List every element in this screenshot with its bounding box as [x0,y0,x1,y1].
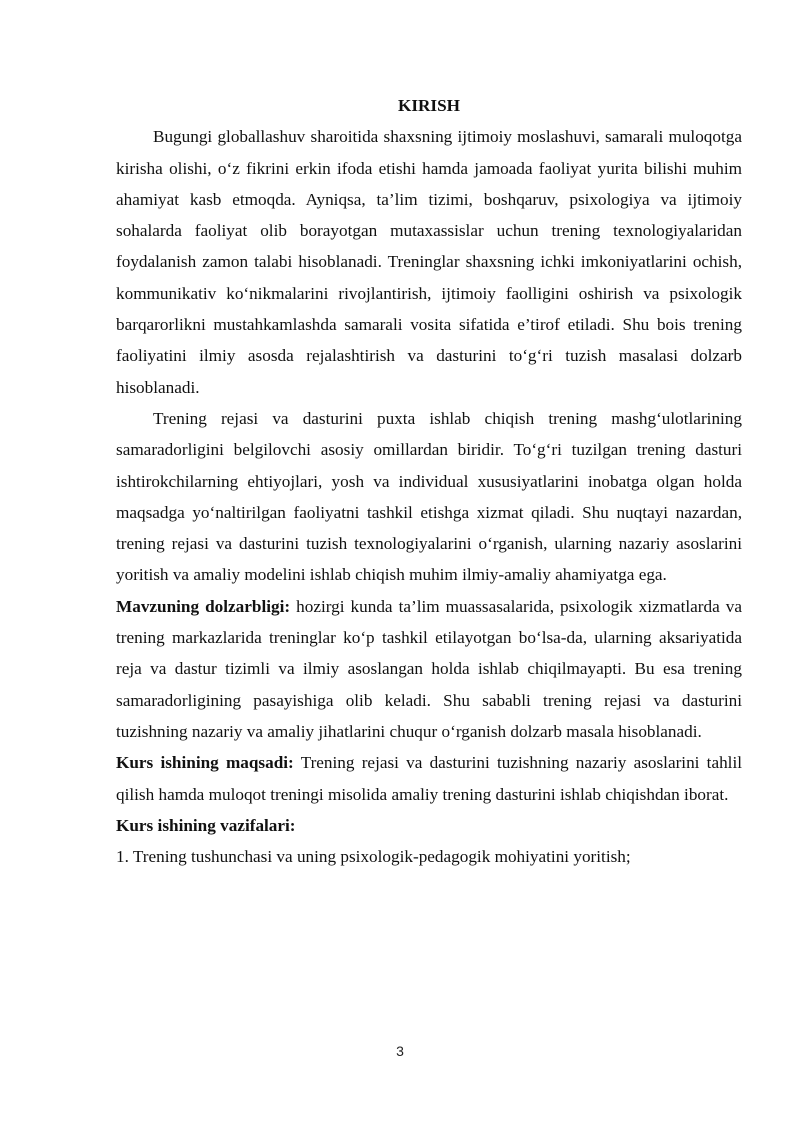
page-content [116,90,742,872]
paragraph-intro: Bugungi globallashuv sharoitida shaxsning ijtimoiy moslashuvi, samarali muloqotga kirisha olishi, o‘z fikrini erkin ifoda etishi hamda jamoada faoliyat yurita bilishi muhim ahamiyat kasb etmoqda. Ayniqsa, ta’lim tizimi, boshqaruv, psixologiya va ijtimoiy sohalarda faoliyat olib borayotgan mutaxassislar uchun trening texnologiyalaridan foydalanish zamon talabi hisoblanadi. Treninglar shaxsning ichki imkoniyatlarini ochish, kommunikativ ko‘nikmalarini rivojlantirish, ijtimoiy faolligini oshirish va psixologik barqarorlikni mustahkamlashda samarali vosita sifatida e’tirof etiladi. Shu bois trening faoliyatini ilmiy asosda rejalashtirish va dasturini to‘g‘ri tuzish masalasi dolzarb hisoblanadi. [116,127,742,397]
relevance-label: Mavzuning dolzarbligi: [116,596,291,616]
paragraph-goal [116,747,742,810]
tasks-label: Kurs ishining vazifalari: [116,815,296,835]
goal-text: Trening rejasi va dasturini tuzishning nazariy asoslarini tahlil qilish hamda muloqot treningi misolida amaliy trening dasturini ishlab chiqishdan iborat. [116,753,742,804]
paragraph-tasks-heading [116,810,742,841]
section-title: KIRISH [397,96,461,115]
list-item-task-1: 1. Trening tushunchasi va uning psixologik-pedagogik mohiyatini yoritish; [116,847,631,867]
goal-label: Kurs ishining maqsadi: [116,753,294,773]
page-number: 3 [396,1043,404,1059]
paragraph-relevance [116,591,742,747]
paragraph-program: Trening rejasi va dasturini puxta ishlab chiqish trening mashg‘ulotlarining samaradorligini belgilovchi asosiy omillardan biridir. To‘g‘ri tuzilgan trening dasturi ishtirokchilarning ehtiyojlari, yosh va individual xususiyatlarini inobatga olgan holda maqsadga yo‘naltirilgan faoliyatni tashkil etishga xizmat qiladi. Shu nuqtayi nazardan, trening rejasi va dasturini tuzish texnologiyalarini o‘rganish, ularning nazariy asoslarini yoritish va amaliy modelini ishlab chiqish muhim ilmiy-amaliy ahamiyatga ega. [116,408,742,585]
relevance-text: hozirgi kunda ta’lim muassasalarida, psixologik xizmatlarda va trening markazlarida treninglar ko‘p tashkil etilayotgan bo‘lsa-da, ularning aksariyatida reja va dastur tizimli va ilmiy asoslangan holda ishlab chiqilmayapti. Bu esa trening samaradorligining pasayishiga olib keladi. Shu sababli trening rejasi va dasturini tuzishning nazariy va amaliy jihatlarini chuqur o‘rganish dolzarb masala hisoblanadi. [116,596,742,741]
